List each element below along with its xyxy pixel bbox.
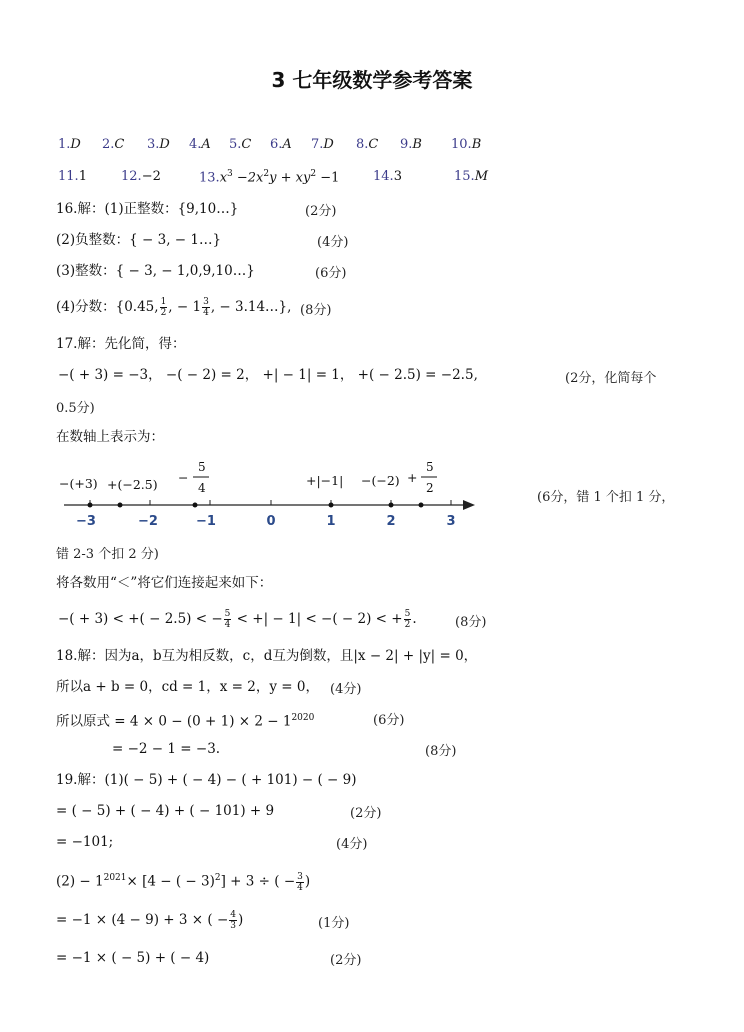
q18-line-1: 18.解：因为a，b互为相反数，c，d互为倒数，且|x − 2| + |y| = 0，	[56, 648, 478, 664]
tick-label: 0	[266, 514, 276, 529]
tick-label: −1	[196, 514, 216, 529]
page-title: 3 七年级数学参考答案	[271, 68, 473, 92]
q19-line-4: $(2) - 1^{2021}\times [4$ − ( − 3)$^2$] + 3 ÷ ( − $\frac{3}{4}$ )	[56, 871, 311, 893]
point-label: 4	[198, 481, 206, 495]
q16-line-1: 16.解：(1)正整数：{9,10…}	[56, 201, 239, 217]
score-note: (4分)	[336, 837, 368, 852]
answer-item: 1.D	[58, 137, 81, 152]
tick-label: 2	[386, 514, 396, 529]
q19-line-5: = −1 × (4 − 9) + 3 × ( − $\frac{4}{3}$ )	[56, 910, 244, 931]
score-note: (2分)	[350, 806, 382, 821]
point-label: −(+3)	[59, 476, 98, 491]
tick-label: 3	[446, 514, 456, 529]
q16-line-4: (4)分数：{0.45, $\frac{1}{2}$ , − 1 $\frac{3}{4}$ , − 3.14…},	[56, 297, 292, 318]
q17-line-5: 将各数用“＜”将它们连接起来如下：	[56, 575, 273, 591]
score-note: 0.5分)	[56, 401, 95, 416]
score-note: (2分，化简每个	[565, 371, 657, 386]
answer-item: 9.B	[400, 137, 422, 152]
q17-line-6: −( + 3) < +( − 2.5) < − $\frac{5}{4}$ < +| − 1| < −( − 2) < + $\frac{5}{2}$ .	[58, 609, 417, 630]
answer-item: 14.3	[373, 169, 402, 184]
q16-line-3: (3)整数：{ − 3, − 1,0,9,10…}	[56, 263, 255, 279]
q17-line-4: 在数轴上表示为：	[56, 429, 164, 445]
score-note: (6分)	[315, 266, 347, 281]
point	[329, 503, 334, 508]
point-label: +|−1|	[306, 473, 344, 488]
answer-item: 12.−2	[121, 169, 161, 184]
score-note: (4分)	[330, 682, 362, 697]
q18-line-2: 所以a + b = 0，cd = 1，x = 2，y = 0，	[56, 679, 319, 695]
answer-item: 2.C	[102, 137, 125, 152]
answer-item: 10.B	[451, 137, 482, 152]
point	[88, 503, 93, 508]
q19-line-2: = ( − 5) + ( − 4) + ( − 101) + 9	[56, 803, 275, 819]
q19-line-1: 19.解：(1)( − 5) + ( − 4) − ( + 101) − ( − 9)	[56, 772, 357, 788]
point-label: +(−2.5)	[107, 477, 158, 492]
tick-label: 1	[326, 514, 336, 529]
answer-item: 3.D	[147, 137, 170, 152]
answer-item: 11.1	[58, 169, 87, 184]
score-note: (2分)	[330, 953, 362, 968]
point	[419, 503, 424, 508]
point-label: 2	[426, 481, 434, 495]
answer-item: 4.A	[189, 137, 211, 152]
arrow-head	[463, 500, 475, 510]
score-note: (6分，错 1 个扣 1 分，	[537, 490, 675, 505]
score-note: (4分)	[317, 235, 349, 250]
answer-item: 5.C	[229, 137, 252, 152]
q19-line-3: = −101;	[56, 834, 114, 850]
answer-item: $13.x^3 -2x^2y + xy^2 -1$	[199, 169, 340, 186]
q19-line-6: = −1 × ( − 5) + ( − 4)	[56, 950, 210, 966]
point	[193, 503, 198, 508]
score-note: (6分)	[373, 713, 405, 728]
point-label: 5	[426, 460, 434, 474]
score-note: (2分)	[305, 204, 337, 219]
tick-label: −3	[76, 514, 96, 529]
point-label: −	[178, 470, 189, 485]
q18-line-4: = −2 − 1 = −3.	[112, 741, 221, 757]
score-note: (1分)	[318, 916, 350, 931]
q17-line-1: 17.解：先化简，得：	[56, 336, 186, 352]
answer-item: 7.D	[311, 137, 334, 152]
answer-item: 6.A	[270, 137, 292, 152]
score-note: (8分)	[455, 615, 487, 630]
point-label: +	[407, 470, 418, 485]
point	[389, 503, 394, 508]
point-label: 5	[198, 460, 206, 474]
q16-line-2: (2)负整数：{ − 3, − 1…}	[56, 232, 222, 248]
number-line	[50, 455, 490, 535]
answer-item: 15.M	[454, 169, 488, 184]
point	[118, 503, 123, 508]
answer-item: 8.C	[356, 137, 379, 152]
point-label: −(−2)	[361, 473, 400, 488]
score-note: 错 2-3 个扣 2 分)	[56, 547, 159, 562]
score-note: (8分)	[425, 744, 457, 759]
q17-line-2: −( + 3) = −3， −( − 2) = 2， +| − 1| = 1， +( − 2.5) = −2.5,	[58, 367, 478, 383]
q18-line-3: 所以原式 = $4 \times 0 - (0 + 1) \times 2 - 1^{2020}$	[56, 713, 315, 730]
score-note: (8分)	[300, 303, 332, 318]
tick-label: −2	[138, 514, 158, 529]
